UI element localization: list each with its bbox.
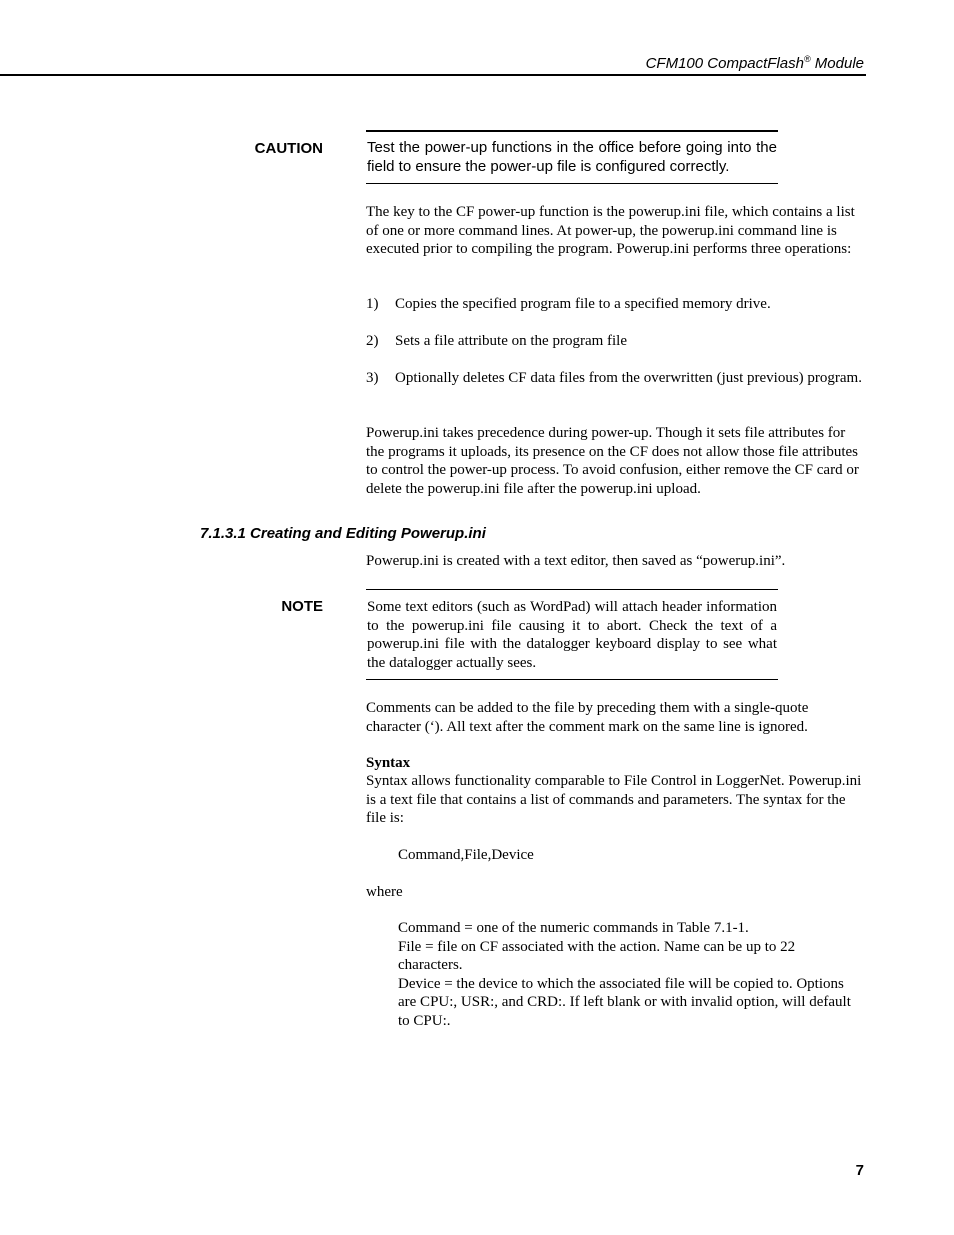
header-title-prefix: CFM100 CompactFlash [645,55,804,72]
note-label: NOTE [281,598,323,615]
header-title-suffix: Module [810,55,864,72]
section-heading: 7.1.3.1 Creating and Editing Powerup.ini [200,525,486,542]
syntax-line: Command,File,Device [398,847,534,863]
list-item-number: 1) [366,296,379,312]
list-item-text: Copies the specified program file to a specified memory drive. [395,296,771,312]
registered-mark: ® [803,54,811,64]
syntax-paragraph: Syntax allows functionality comparable to File Control in LoggerNet. Powerup.ini is a text file that contains a list of commands and parameters. The syntax for the file is: [366,773,862,826]
definition-command: Command = one of the numeric commands in Table 7.1-1. [398,920,749,936]
caution-label: CAUTION [254,140,323,157]
caution-top-rule [366,130,778,132]
definitions-list [398,919,862,1030]
where-label: where [366,884,403,900]
comments-paragraph: Comments can be added to the file by preceding them with a single-quote character (‘). All text after the comment mark on the same line is ignored. [366,700,809,735]
syntax-heading: Syntax [366,755,411,771]
header-rule [0,74,866,76]
note-bottom-rule [366,679,778,680]
page-number: 7 [855,1162,864,1179]
caution-text: Test the power-up functions in the office before going into the field to ensure the power-up file is configured correctly. [367,139,777,175]
note-top-rule [366,589,778,590]
note-text: Some text editors (such as WordPad) will attach header information to the powerup.ini file causing it to abort. Check the text of a powerup.ini file with the datalogger keyboard display to see what the datalogger actually sees. [367,599,777,671]
list-item-text: Sets a file attribute on the program file [395,333,628,349]
definition-device: Device = the device to which the associated file will be copied to. Options are CPU:, USR:, and CRD:. If left blank or with invalid option, will default to CPU:. [398,975,851,1029]
powerup-paragraph: Powerup.ini takes precedence during power-up. Though it sets file attributes for the programs it uploads, its presence on the CF does not allow those file attributes to control the power-up process. To avoid confusion, either remove the CF card or delete the powerup.ini file after the powerup.ini upload. [366,425,859,497]
created-paragraph: Powerup.ini is created with a text editor, then saved as “powerup.ini”. [366,553,786,569]
caution-bottom-rule [366,183,778,184]
running-header [646,55,864,72]
list-item-text: Optionally deletes CF data files from the overwritten (just previous) program. [395,370,862,386]
list-item-number: 3) [366,370,379,386]
intro-paragraph: The key to the CF power-up function is the powerup.ini file, which contains a list of one or more command lines. At power-up, the powerup.ini command line is executed prior to compiling the program. Powerup.ini performs three operations: [366,204,855,257]
list-item-number: 2) [366,333,379,349]
definition-file: File = file on CF associated with the action. Name can be up to 22 characters. [398,938,796,973]
